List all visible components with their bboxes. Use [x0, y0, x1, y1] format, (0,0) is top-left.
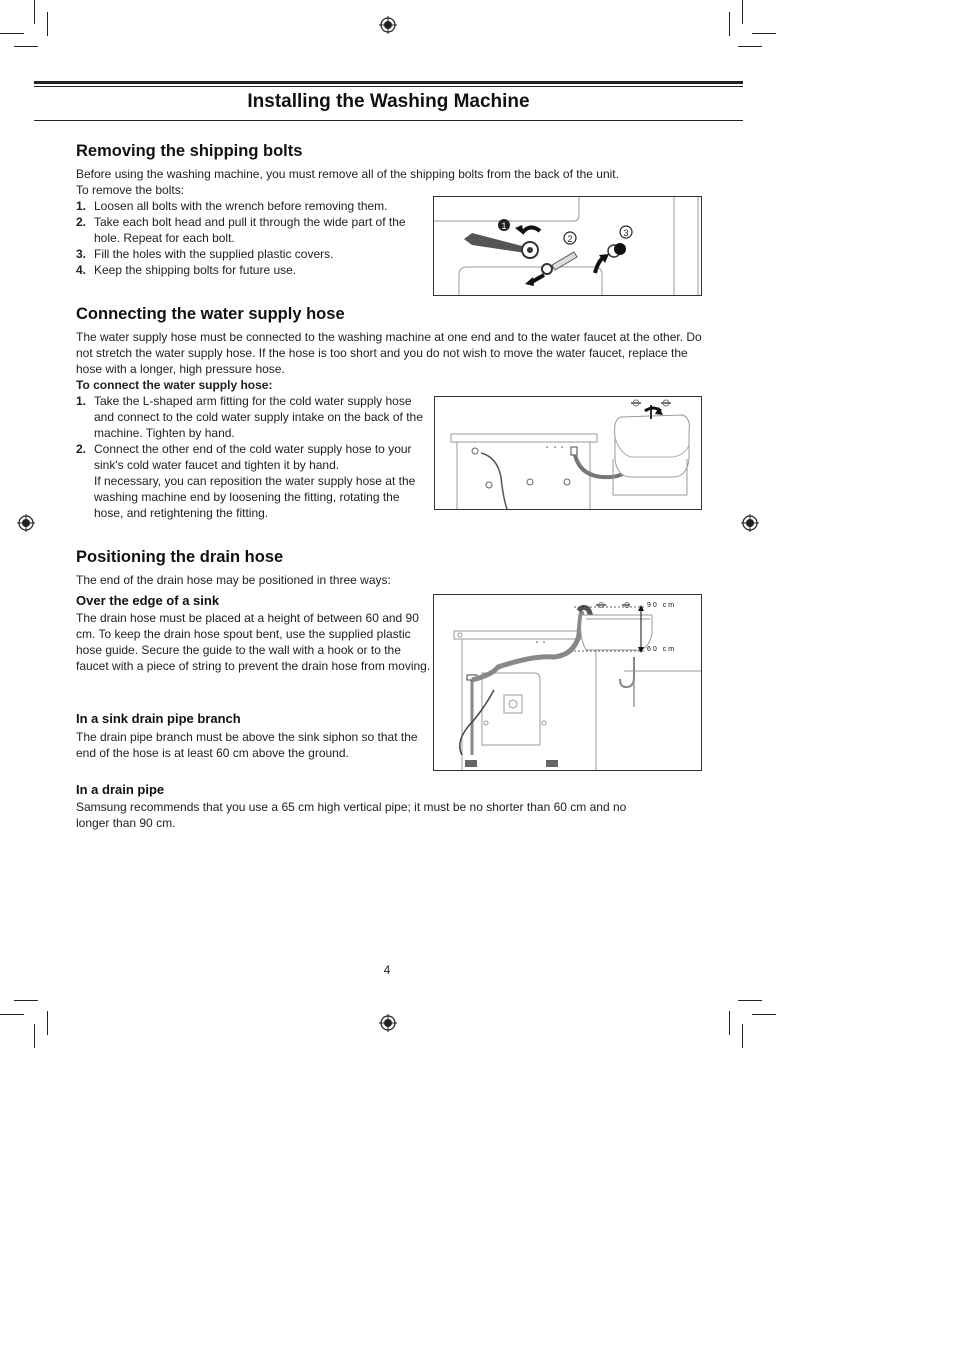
- crop-mark: [738, 1000, 762, 1001]
- subsection-title: In a sink drain pipe branch: [76, 711, 241, 726]
- crop-mark: [0, 1014, 24, 1015]
- list-item: 4. Keep the shipping bolts for future use.: [76, 263, 297, 277]
- paragraph: To remove the bolts:: [76, 183, 185, 197]
- marker-1-icon: [498, 219, 510, 231]
- crop-mark: [742, 0, 743, 24]
- crop-mark: [742, 1024, 743, 1048]
- list-item: 2. Connect the other end of the cold water supply hose to your sink's cold water faucet and tighten it by hand.: [76, 442, 412, 472]
- header-rule: [34, 81, 743, 84]
- list-item: 3. Fill the holes with the supplied plastic covers.: [76, 247, 334, 261]
- section-heading: Connecting the water supply hose: [76, 305, 345, 323]
- paragraph: Before using the washing machine, you must remove all of the shipping bolts from the back of the unit.: [76, 167, 619, 181]
- shipping-bolts-illustration: [433, 196, 702, 296]
- crop-mark: [14, 46, 38, 47]
- paragraph: The drain hose must be placed at a height of between 60 and 90 cm. To keep the drain hose spout bent, use the supplied plastic hose guide. Secure the guide to the wall with a hook or to the faucet with a piece of string to prevent the drain hose from moving.: [76, 611, 431, 673]
- list-item: If necessary, you can reposition the water supply hose at the washing machine end by loosening the fitting, rotating the hose, and retightening the fitting.: [94, 474, 416, 520]
- list-item: 2. Take each bolt head and pull it through the wide part of the hole. Repeat for each bolt.: [76, 215, 406, 245]
- crop-mark: [752, 1014, 776, 1015]
- crop-mark: [752, 33, 776, 34]
- crop-mark: [729, 12, 730, 36]
- registration-mark-icon: [741, 514, 759, 532]
- header-rule: [34, 86, 743, 87]
- paragraph: The end of the drain hose may be positioned in three ways:: [76, 573, 391, 587]
- svg-text:3: 3: [623, 228, 629, 238]
- section-heading: Positioning the drain hose: [76, 548, 284, 566]
- hose-steps-list: [76, 393, 424, 521]
- water-hose-illustration: [434, 396, 702, 510]
- registration-mark-icon: [379, 16, 397, 34]
- height-label-lower: 60 cm: [647, 646, 677, 653]
- registration-mark-icon: [17, 514, 35, 532]
- list-item: 1. Take the L-shaped arm fitting for the cold water supply hose and connect to the cold water supply intake on the back of the machine. Tighten by hand.: [76, 394, 423, 440]
- svg-text:2: 2: [567, 234, 573, 244]
- crop-mark: [14, 1000, 38, 1001]
- drain-hose-illustration: [433, 594, 702, 771]
- marker-3-icon: [620, 226, 632, 238]
- subheading: To connect the water supply hose:: [76, 378, 273, 392]
- height-label-upper: 90 cm: [647, 602, 677, 609]
- crop-mark: [34, 0, 35, 24]
- header-rule: [34, 120, 743, 121]
- water-hose-drawing: [435, 397, 701, 509]
- crop-mark: [0, 33, 24, 34]
- crop-mark: [47, 1011, 48, 1035]
- crop-mark: [47, 12, 48, 36]
- crop-mark: [34, 1024, 35, 1048]
- bolt-steps-list: [76, 198, 421, 278]
- drain-hose-drawing: [434, 595, 701, 770]
- list-item: 1. Loosen all bolts with the wrench before removing them.: [76, 199, 388, 213]
- paragraph: The drain pipe branch must be above the sink siphon so that the end of the hose is at least 60 cm above the ground.: [76, 730, 418, 760]
- crop-mark: [729, 1011, 730, 1035]
- page-title: Installing the Washing Machine: [247, 91, 530, 112]
- section-heading: Removing the shipping bolts: [76, 142, 303, 160]
- subsection-title: In a drain pipe: [76, 782, 165, 797]
- page-number: 4: [383, 963, 391, 977]
- marker-2-icon: [564, 232, 576, 244]
- registration-mark-icon: [379, 1014, 397, 1032]
- bolts-drawing: [434, 197, 701, 295]
- paragraph: Samsung recommends that you use a 65 cm high vertical pipe; it must be no shorter than 60 cm and no longer than 90 cm.: [76, 800, 627, 830]
- crop-mark: [738, 46, 762, 47]
- svg-text:1: 1: [501, 221, 507, 231]
- paragraph: The water supply hose must be connected to the washing machine at one end and to the water faucet at the other. Do not stretch the water supply hose. If the hose is too short and you do not wish to move the water faucet, replace the hose with a longer, high pressure hose.: [76, 330, 702, 376]
- subsection-title: Over the edge of a sink: [76, 593, 220, 608]
